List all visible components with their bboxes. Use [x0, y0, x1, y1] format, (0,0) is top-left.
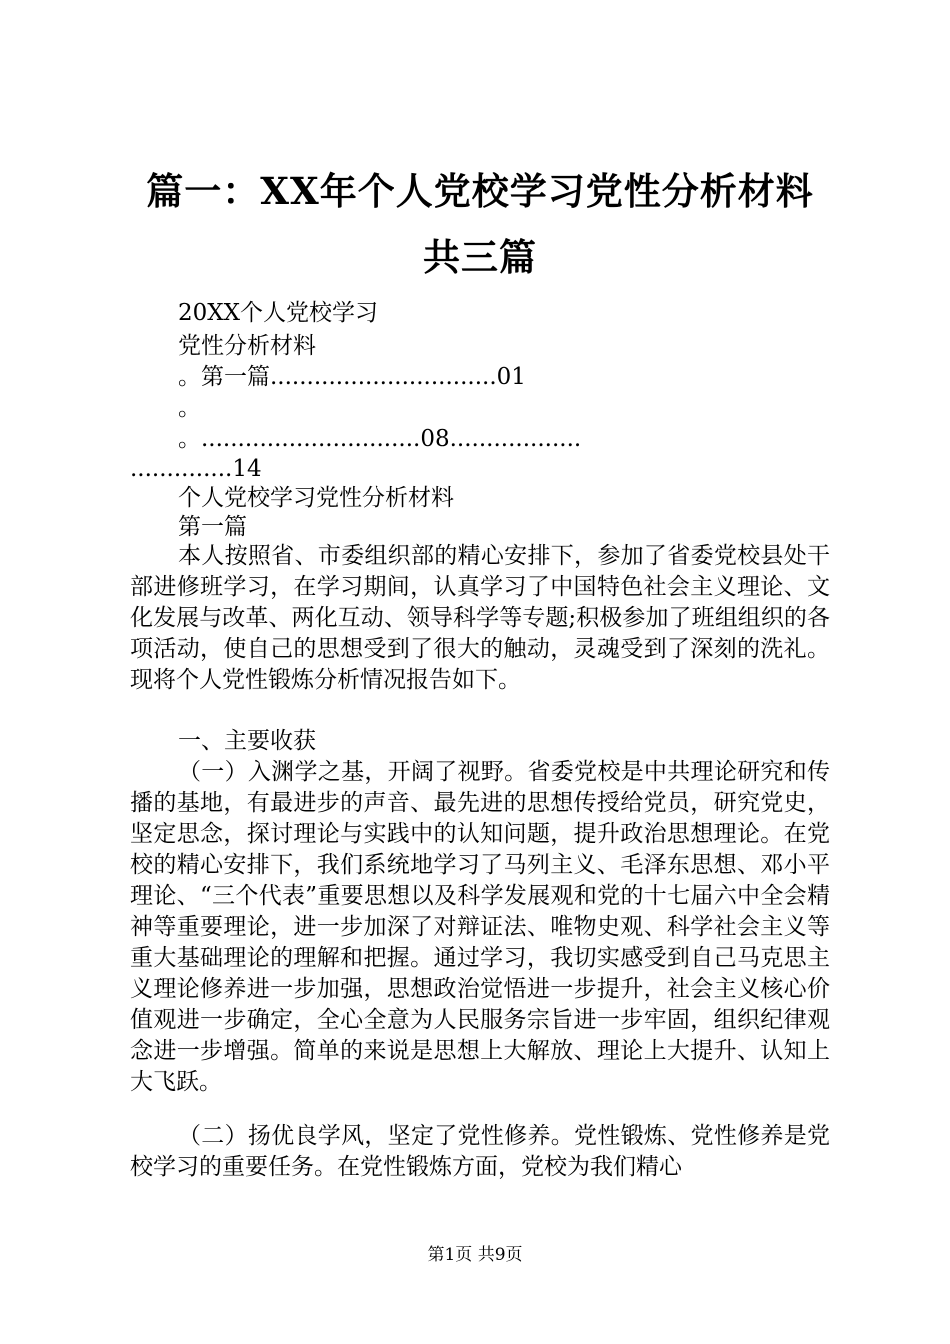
toc-line-4: 。 [178, 395, 201, 421]
toc-line-1: 20XX个人党校学习 [178, 300, 379, 326]
document-title: 篇一：XX年个人党校学习党性分析材料共三篇 [146, 169, 814, 279]
page-footer: 第1页 共9页 [427, 1245, 523, 1265]
intro-paragraph: 本人按照省、市委组织部的精心安排下，参加了省委党校县处干部进修班学习，在学习期间，认真学习了中国特色社会主义理论、文化发展与改革、两化互动、领导科学等专题;积极参加了班组组织的各项活动，使自己的思想受到了很大的触动，灵魂受到了深刻的洗礼。现将个人党性锻炼分析情况报告如下。 [130, 543, 830, 693]
section-title: 个人党校学习党性分析材料 [178, 485, 454, 511]
chapter-heading: 第一篇 [178, 514, 247, 540]
toc-line-6: ..............14 [130, 456, 262, 482]
paragraph-2: （二）扬优良学风，坚定了党性修养。党性锻炼、党性修养是党校学习的重要任务。在党性锻炼方面，党校为我们精心 [130, 1123, 830, 1180]
toc-line-5: 。..............................08.................. [178, 426, 582, 452]
toc-line-2: 党性分析材料 [178, 333, 316, 359]
paragraph-1: （一）入渊学之基，开阔了视野。省委党校是中共理论研究和传播的基地，有最进步的声音、最先进的思想传授给党员，研究党史，坚定思念，探讨理论与实践中的认知问题，提升政治思想理论。在党校的精心安排下，我们系统地学习了马列主义、毛泽东思想、邓小平理论、“三个代表”重要思想以及科学发展观和党的十七届六中全会精神等重要理论，进一步加深了对辩证法、唯物史观、科学社会主义等重大基础理论的理解和把握。通过学习，我切实感受到自己马克思主义理论修养进一步加强，思想政治觉悟进一步提升，社会主义核心价值观进一步确定，全心全意为人民服务宗旨进一步牢固，组织纪律观念进一步增强。简单的来说是思想上大解放、理论上大提升、认知上大飞跃。 [130, 759, 830, 1095]
toc-line-3: 。第一篇...............................01 [178, 364, 526, 390]
section-heading-1: 一、主要收获 [178, 728, 316, 754]
